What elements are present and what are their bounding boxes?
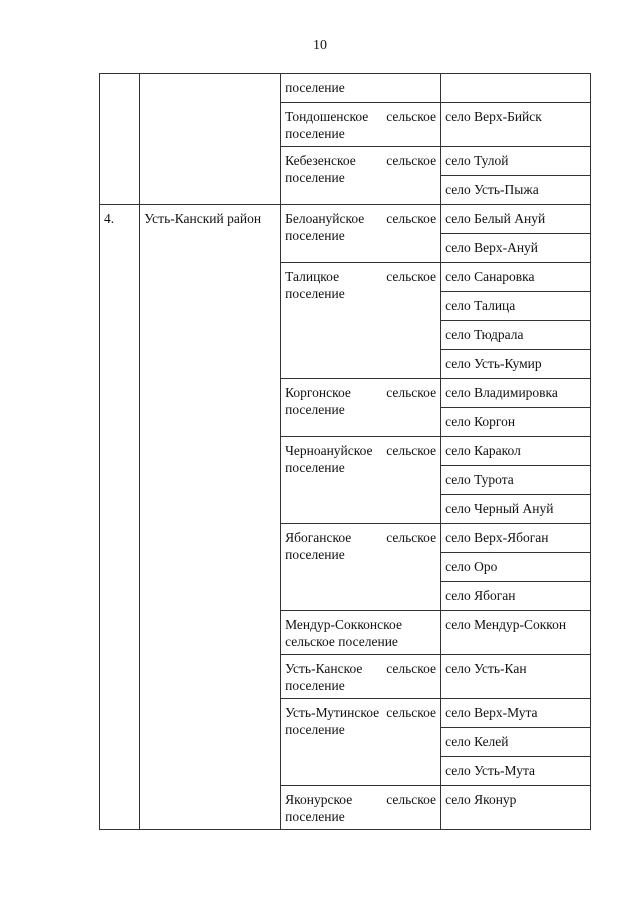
settlement-cell: Белоануйское сельское поселение <box>281 205 441 263</box>
village-cell: село Верх-Ануй <box>441 234 591 263</box>
village-cell: село Оро <box>441 553 591 582</box>
village-cell: село Усть-Кан <box>441 655 591 699</box>
village-cell: село Белый Ануй <box>441 205 591 234</box>
village-cell <box>441 74 591 103</box>
village-cell: село Верх-Мута <box>441 699 591 728</box>
village-cell: село Тюдрала <box>441 321 591 350</box>
settlement-cell: Талицкое сельское поселение <box>281 263 441 379</box>
settlements-table <box>99 73 591 830</box>
district-number-cell: 4. <box>100 205 140 830</box>
district-name-cell: Усть-Канский район <box>140 205 281 830</box>
village-cell: село Усть-Мута <box>441 757 591 786</box>
village-cell: село Каракол <box>441 437 591 466</box>
settlement-cell: Ябоганское сельское поселение <box>281 524 441 611</box>
village-cell: село Коргон <box>441 408 591 437</box>
village-cell: село Турота <box>441 466 591 495</box>
settlement-cell: Усть-Канское сельское поселение <box>281 655 441 699</box>
village-cell: село Талица <box>441 292 591 321</box>
settlement-cell: Кебезенское сельское поселение <box>281 147 441 205</box>
village-cell: село Усть-Кумир <box>441 350 591 379</box>
table-row <box>100 205 591 234</box>
village-cell: село Ябоган <box>441 582 591 611</box>
village-cell: село Келей <box>441 728 591 757</box>
settlement-cell: Мендур-Сокконское сельское поселение <box>281 611 441 655</box>
district-cell <box>140 74 281 205</box>
village-cell: село Владимировка <box>441 379 591 408</box>
village-cell: село Тулой <box>441 147 591 176</box>
village-cell: село Верх-Бийск <box>441 103 591 147</box>
settlement-cell: Черноануйское сельское поселение <box>281 437 441 524</box>
settlement-cell: Коргонское сельское поселение <box>281 379 441 437</box>
settlement-cell: Тондошенское сельское поселение <box>281 103 441 147</box>
settlement-cell: Яконурское сельское поселение <box>281 786 441 830</box>
settlement-cell: поселение <box>281 74 441 103</box>
village-cell: село Черный Ануй <box>441 495 591 524</box>
village-cell: село Мендур-Соккон <box>441 611 591 655</box>
village-cell: село Верх-Ябоган <box>441 524 591 553</box>
village-cell: село Санаровка <box>441 263 591 292</box>
village-cell: село Усть-Пыжа <box>441 176 591 205</box>
row-number-cell <box>100 74 140 205</box>
settlement-cell: Усть-Мутинское сельское поселение <box>281 699 441 786</box>
page-number: 10 <box>313 38 327 53</box>
table-row <box>100 74 591 103</box>
village-cell: село Яконур <box>441 786 591 830</box>
settlements-table-body <box>100 74 591 830</box>
